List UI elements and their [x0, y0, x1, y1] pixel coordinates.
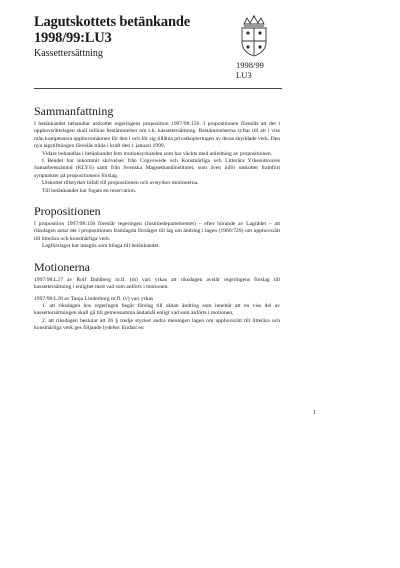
paragraph: I betänkandet behandlar utskottet regeringens proposition 1997/98:156. I propositionen föreslås att det i upphovsrättslagen skall införas bestämmelser om s.k. kassettersättning. Bestämmelserna syftar till att i viss mån kompensera upphovsmännen för den i och för sig tillåtna privatkopieringen av deras skyddade verk. Den nya lagstiftningen föreslås träda i kraft den 1 januari 1999.	[34, 121, 280, 150]
paragraph: I Bendet har inkommit skrivelser från Copyswede och Konstnärliga och Litterära Yrkesutövares Samarbetsnämnd (KLYS) samt från Svenska Magnetbandinstitutet, som även inför utskottet framfört synpunkter på propositionens förslag.	[34, 158, 280, 179]
report-number: 1998/99:LU3	[34, 30, 112, 46]
paragraph: Till betänkandet har fogats en reservation.	[42, 187, 137, 194]
document-body	[34, 104, 280, 342]
header-divider	[34, 88, 282, 89]
paragraph: Utskottet tillstyrker bifall till propositionen och avstyrker motionerna.	[42, 180, 199, 187]
paragraph: I proposition 1997/98:156 föreslår regeringen (Justitiedepartementet) – efter hörande av Lagrådet – att riksdagen antar det i propositionen framlagda förslaget till lag om ändring i lagen (1960:729) om upphovsrätt till litterära och konstnärliga verk.	[34, 221, 280, 242]
paragraph: 2. att riksdagen beslutar att 26 § tredje stycket andra meningen lagen om upphovsrätt till litterära och konstnärliga verk ges följande lydelse: Endast en	[34, 317, 280, 332]
page-number: 1	[313, 410, 316, 416]
paragraph: Vidare behandlas i betänkandet fem motionsyrkanden som har väckts med anledning av propositionen.	[42, 150, 273, 157]
document-id-session: 1998/99	[236, 60, 264, 70]
report-title: Lagutskottets betänkande	[34, 14, 190, 30]
title-block	[34, 14, 264, 60]
crown-emblem-icon	[236, 14, 272, 58]
document-id	[236, 60, 264, 80]
report-subtitle: Kassettersättning	[34, 48, 103, 59]
paragraph: 1997/98:L27 av Rolf Dahlberg m.fl. (m) vari yrkas att riksdagen avslår regeringens förslag till kassettersättning i enlighet med vad som anförts i motionen.	[34, 276, 280, 291]
section-heading: Propositionen	[34, 204, 101, 219]
paragraph: 1. att riksdagen hos regeringen begär förslag till sådan ändring som innebär att en viss del av kassettersättningen skall gå till gemensamma ändamål enligt vad som anförts i motionen,	[34, 302, 280, 317]
section-heading: Sammanfattning	[34, 104, 114, 118]
section-heading: Motionerna	[34, 259, 90, 274]
document-id-code: LU3	[236, 70, 252, 80]
section-propositionen	[34, 204, 280, 251]
paragraph: 1997/98:L28 av Tanja Linderborg m.fl. (v) vari yrkas	[34, 295, 154, 302]
section-sammanfattning	[34, 104, 280, 195]
section-motionerna	[34, 260, 280, 333]
paragraph: Lagförslaget har intagits som bilaga till betänkandet.	[42, 243, 160, 250]
